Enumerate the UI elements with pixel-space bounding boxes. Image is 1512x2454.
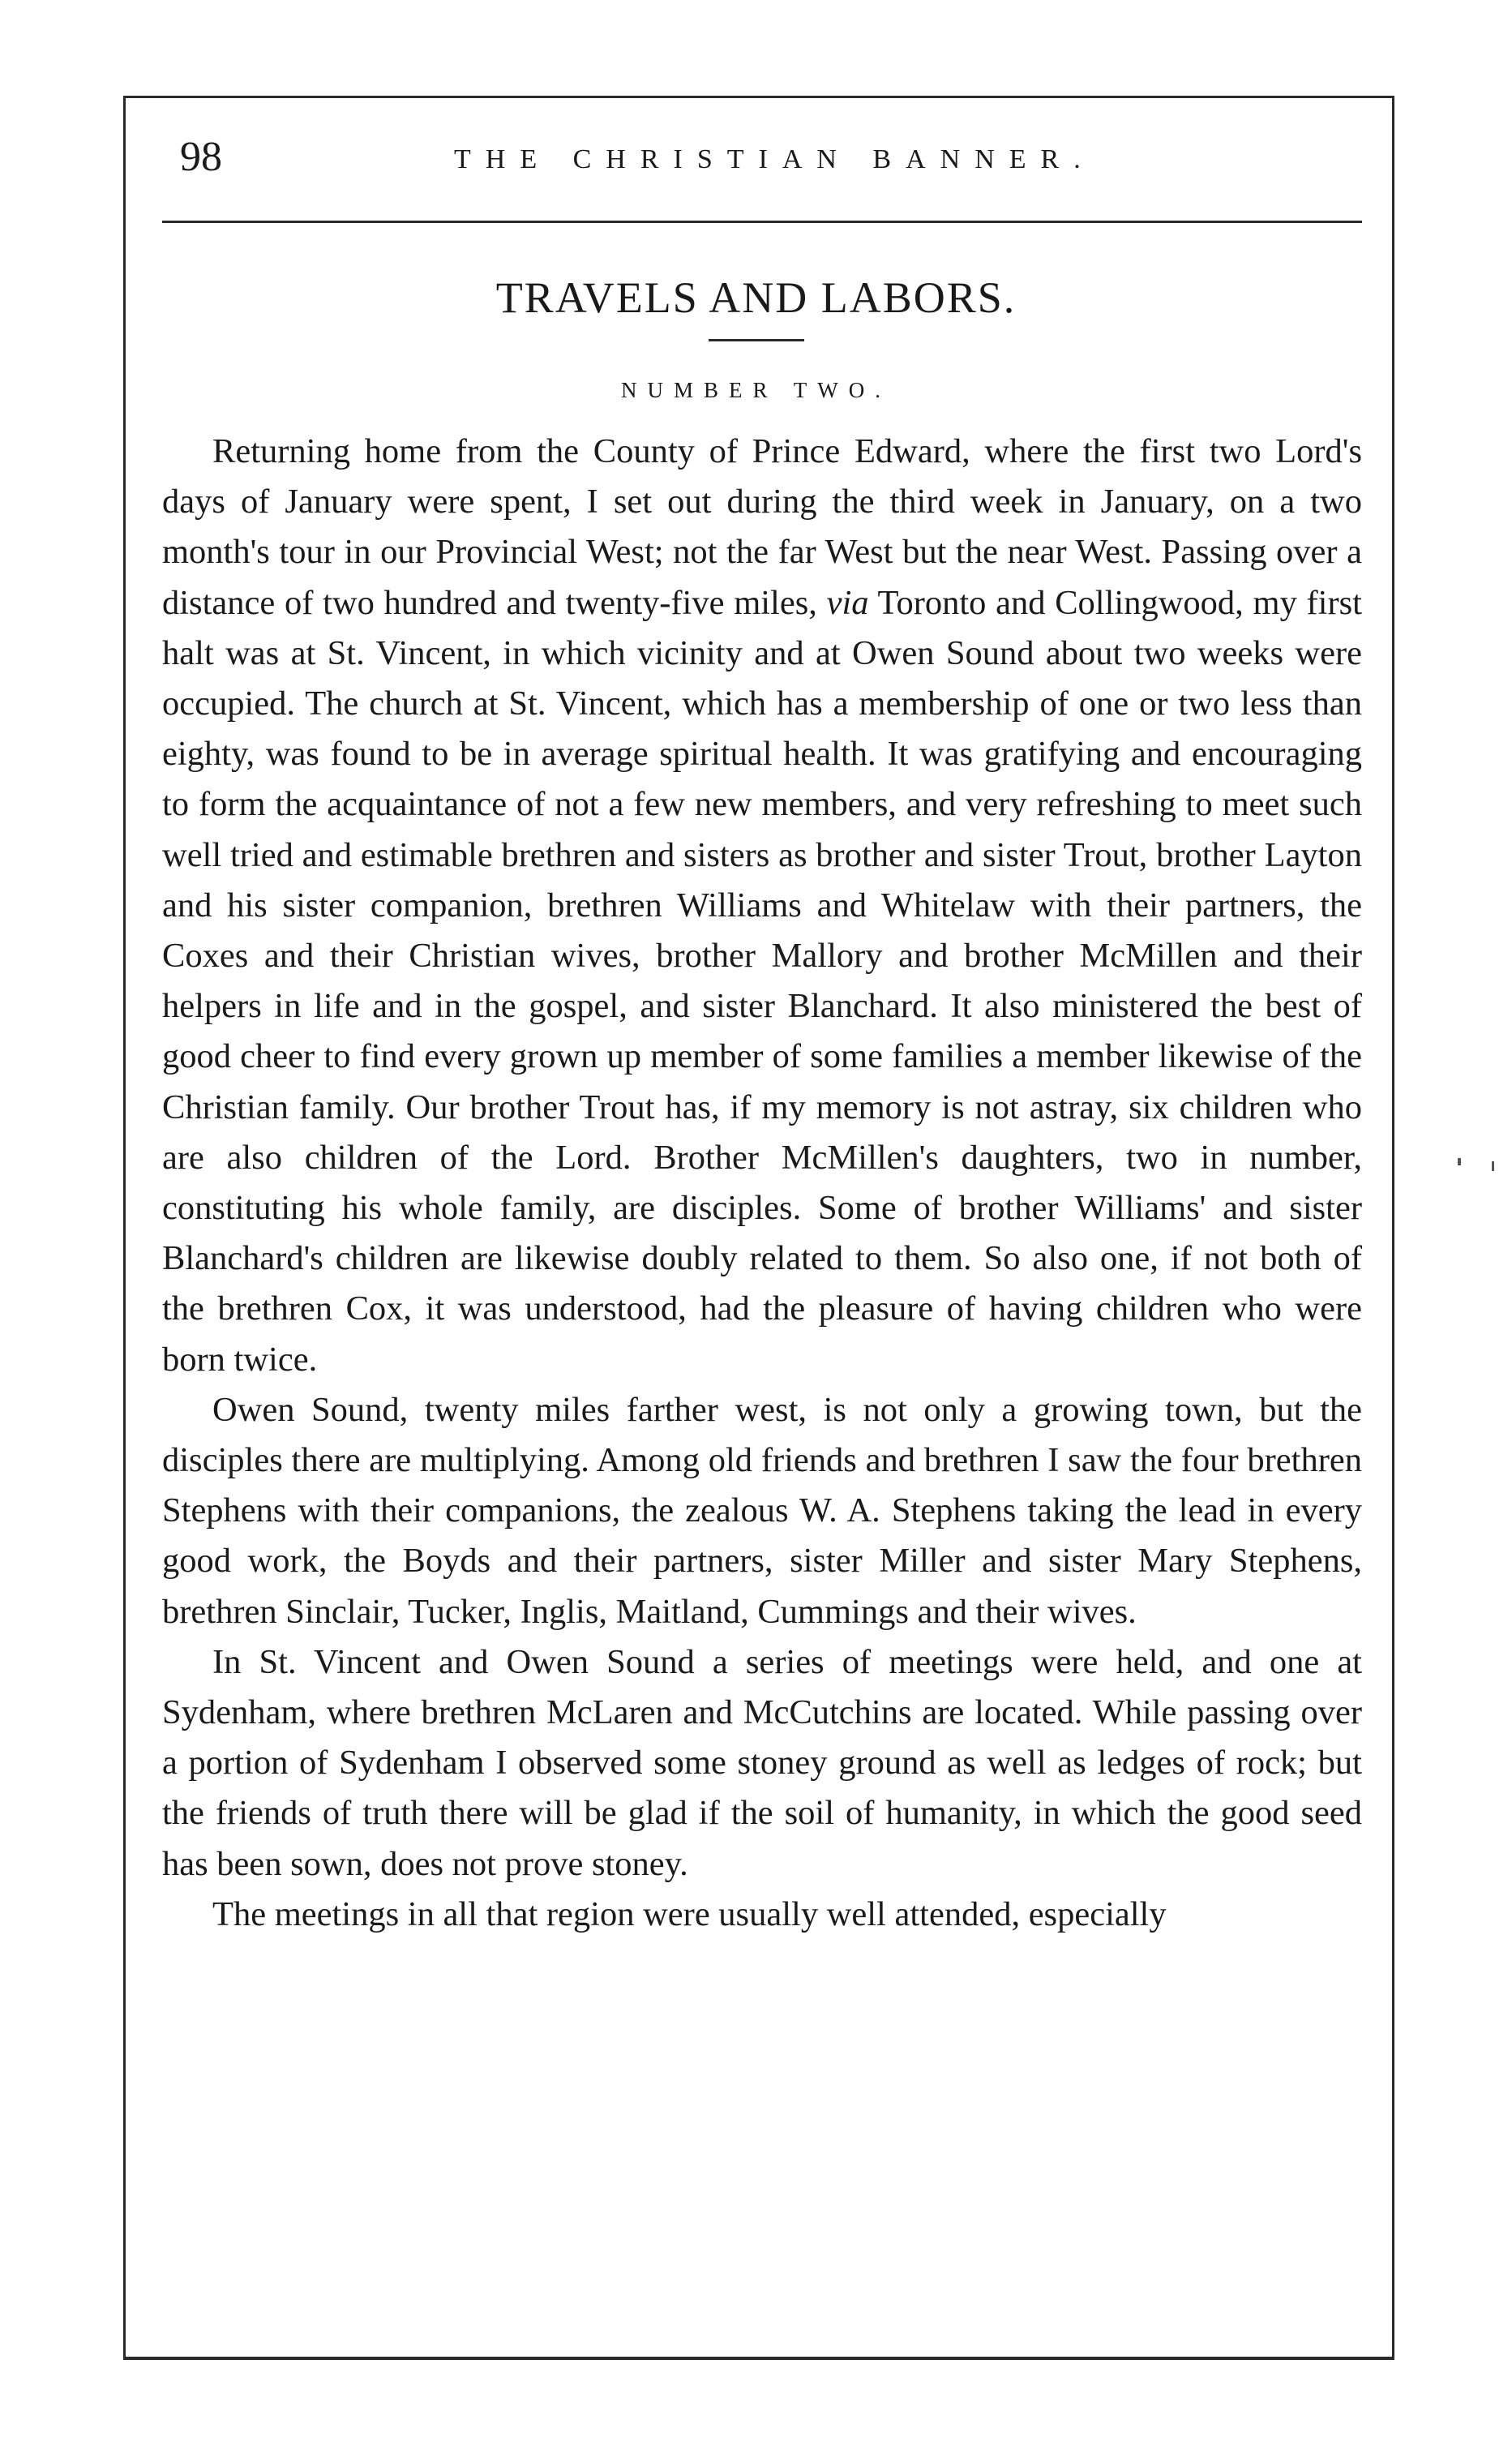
- margin-speck: [1458, 1158, 1461, 1165]
- margin-speck: [1492, 1161, 1494, 1171]
- article-subtitle: NUMBER TWO.: [620, 378, 891, 402]
- paragraph-1-italic: via: [826, 583, 869, 622]
- running-head: THE CHRISTIAN BANNER.: [454, 144, 1095, 174]
- paragraph-4: The meetings in all that region were usually well attended, especially: [212, 1894, 1167, 1933]
- header-rule: [162, 221, 1362, 223]
- paragraph-1: [162, 427, 1362, 1385]
- paragraph-1-text-b: Toronto and Collingwood, my first halt was at St. Vincent, in which vicinity and at Owen Sound about two weeks were occupied. The church at St. Vincent, which has a membership of one or two less than eighty, was found to be in average spiritual health. It was gratifying and encouraging to form the acquaintance of not a few new members, and very refreshing to meet such well tried and estimable brethren and sisters as brother and sister Trout, brother Layton and his sister companion, brethren Williams and Whitelaw with their partners, the Coxes and their Christian wives, brother Mallory and brother McMillen and their helpers in life and in the gospel, and sister Blanchard. It also ministered the best of good cheer to find every grown up member of some families a member likewise of the Christian family. Our brother Trout has, if my memory is not astray, six children who are also children of the Lord. Brother McMillen's daughters, two in number, constituting his whole family, are disciples. Some of brother Williams' and sister Blanchard's children are likewise doubly related to them. So also one, if not both of the brethren Cox, it was understood, had the pleasure of having children who were born twice.: [162, 583, 1362, 1379]
- article-title: TRAVELS AND LABORS.: [495, 273, 1017, 322]
- paragraph-2: Owen Sound, twenty miles farther west, is not only a growing town, but the disciples there are multiplying. Among old friends and brethren I saw the four brethren Stephens with their companions, the zealous W. A. Stephens taking the lead in every good work, the Boyds and their partners, sister Miller and sister Mary Stephens, brethren Sinclair, Tucker, Inglis, Maitland, Cummings and their wives.: [162, 1390, 1362, 1631]
- paragraph-3: In St. Vincent and Owen Sound a series of meetings were held, and one at Sydenham, where brethren McLaren and McCutchins are located. While passing over a portion of Sydenham I observed some stoney ground as well as ledges of rock; but the friends of truth there will be glad if the soil of humanity, in which the good seed has been sown, does not prove stoney.: [162, 1642, 1362, 1883]
- page-number: 98: [180, 134, 222, 180]
- article-body: [162, 427, 1362, 1940]
- title-rule: [709, 339, 804, 341]
- paragraph-1-text-a: Returning home from the County of Prince Edward, where the first two Lord's days of January were spent, I set out during the third week in January, on a two month's tour in our Provincial West; not the far West but the near West. Passing over a distance of two hundred and twenty-five miles,: [162, 432, 1362, 622]
